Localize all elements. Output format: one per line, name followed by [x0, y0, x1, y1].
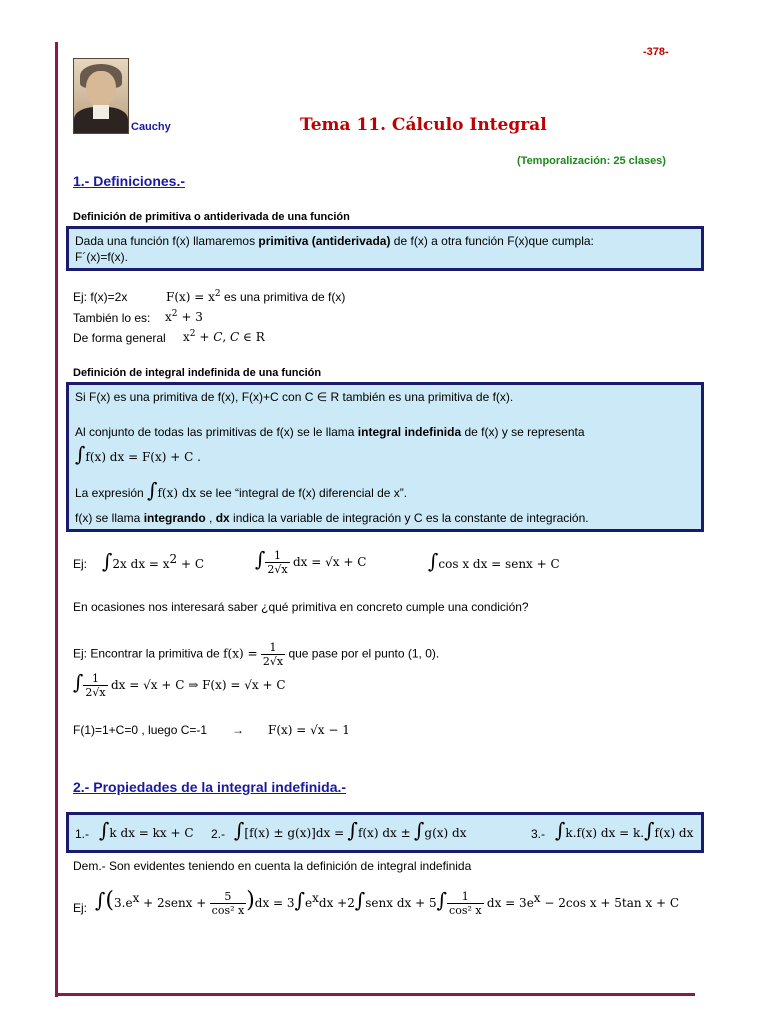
general-expression: $x^2 + C$, C ∈ R — [183, 329, 265, 344]
example-integral-2: ∫ $\frac{1}{2√x}$ dx = √x + C — [255, 547, 367, 577]
example-integral-1: ∫2x dx = $x^2 + C$ — [102, 549, 205, 573]
property-2: ∫[f(x) ± g(x)]dx = ∫f(x) dx ± ∫g(x) dx — [234, 818, 467, 842]
general-label: De forma general — [73, 331, 166, 345]
indef-expression-line: La expresión ∫f(x) dx se lee “integral de f(x) diferencial de x”. — [75, 478, 408, 502]
indef-line2: Al conjunto de todas las primitivas de f(x) se le llama integral indefinida de f(x) y se representa — [75, 425, 585, 439]
also-label: También lo es: — [73, 311, 151, 325]
cauchy-portrait — [73, 58, 129, 134]
example-final-b: F(x) = √x − 1 — [268, 723, 350, 737]
examples-label: Ej: — [73, 557, 88, 571]
section-properties: 2.- Propiedades de la integral indefinida.- — [73, 779, 347, 795]
left-margin-line — [55, 42, 58, 997]
example-integral-3: ∫cos x dx = senx + C — [428, 549, 560, 573]
example-primitive: $F(x) = x^2$ — [166, 289, 221, 304]
property-1: ∫k dx = kx + C — [99, 818, 194, 842]
also-expression: $x^2 + 3$ — [165, 309, 203, 324]
example-label: Ej: f(x)=2x — [73, 290, 128, 304]
property-2-label: 2.- — [211, 827, 226, 841]
property-3-label: 3.- — [531, 827, 546, 841]
indef-line1: Si F(x) es una primitiva de f(x), F(x)+C con C ∈ R también es una primitiva de f(x). — [75, 390, 514, 404]
temporalization: (Temporalización: 25 clases) — [517, 155, 666, 167]
primitive-definition-box — [66, 226, 704, 271]
example-find-primitive: Ej: Encontrar la primitiva de f(x) = $\frac{1}{2√x}$ que pase por el punto (1, 0). — [73, 641, 440, 668]
arrow: → — [232, 723, 244, 737]
indef-notation: ∫f(x) dx = F(x) + C . — [75, 442, 201, 466]
example-final-a: F(1)=1+C=0 , luego C=-1 — [73, 723, 208, 737]
demonstration-text: Dem.- Son evidentes teniendo en cuenta la definición de integral indefinida — [73, 859, 472, 873]
indefinite-definition-box — [66, 382, 704, 532]
indefinite-heading: Definición de integral indefinida de una función — [73, 367, 322, 379]
portrait-caption: Cauchy — [131, 121, 171, 133]
page-number: -378- — [643, 46, 669, 58]
properties-box — [66, 812, 704, 853]
bottom-margin-line — [55, 993, 695, 996]
primitive-def-line1: Dada una función f(x) llamaremos primitiva (antiderivada) de f(x) a otra función F(x)que cumpla: — [75, 234, 594, 248]
example-solution-line: ∫ $\frac{1}{2√x}$ dx = √x + C ⇒ F(x) = √x + C — [73, 670, 286, 700]
property-1-label: 1.- — [75, 827, 90, 841]
properties-example-expression: $\int(3.e^x$ + 2senx + $\frac{5}{\text{cos² x}}$ )$dx = 3\int e^xdx$ +2∫senx dx + 5∫ $\frac{1}{\text{cos² x}}$ dx = $3e^x - 2\cos$ x + 5tan x + C — [95, 888, 680, 918]
example-text: es una primitiva de f(x) — [224, 290, 346, 304]
primitive-def-line2: F´(x)=f(x). — [75, 250, 128, 264]
properties-example-label: Ej: — [73, 901, 88, 915]
section-definitions: 1.- Definiciones.- — [73, 173, 186, 189]
occasions-text: En ocasiones nos interesará saber ¿qué primitiva en concreto cumple una condición? — [73, 600, 529, 614]
page-title: Tema 11. Cálculo Integral — [300, 115, 547, 135]
indef-terms-line: f(x) se llama integrando , dx indica la variable de integración y C es la constante de integración. — [75, 511, 589, 525]
property-3: ∫k.f(x) dx = k.∫f(x) dx — [555, 818, 694, 842]
primitive-heading: Definición de primitiva o antiderivada de una función — [73, 211, 350, 223]
